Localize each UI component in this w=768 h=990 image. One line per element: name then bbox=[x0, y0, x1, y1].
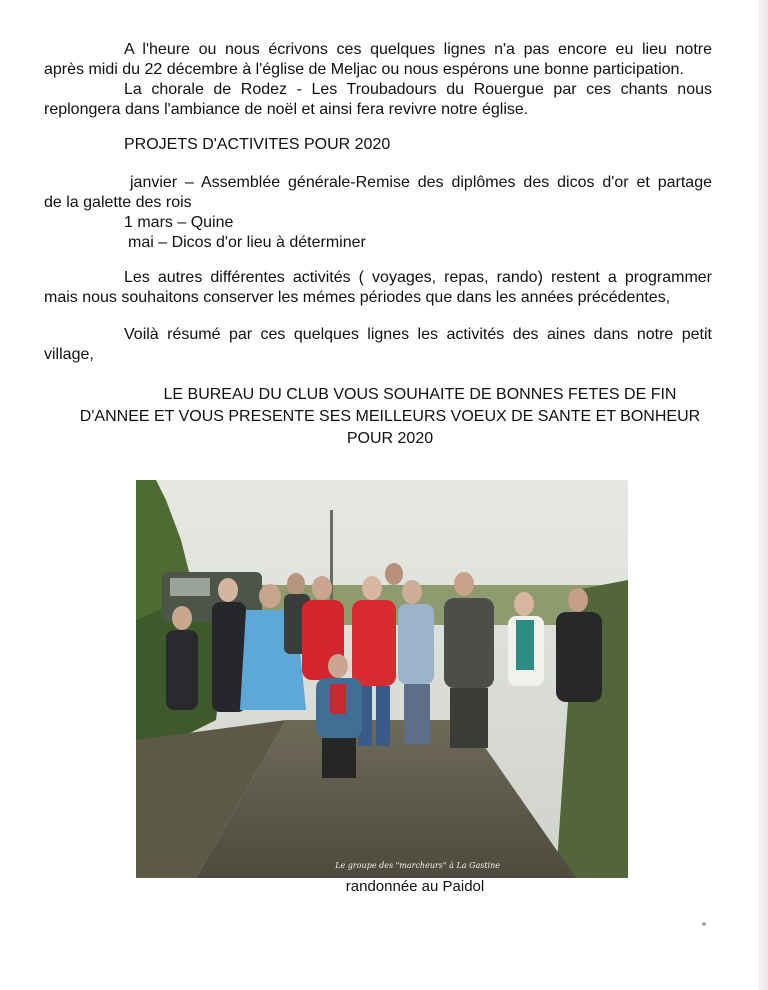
other-activities-paragraph bbox=[44, 268, 712, 308]
summary-line: village, bbox=[44, 346, 94, 363]
schedule-mars: 1 mars – Quine bbox=[124, 214, 234, 231]
photo-overlay-text: Le groupe des "marcheurs" à La Gastine bbox=[335, 861, 500, 870]
closing-wishes bbox=[40, 384, 740, 450]
photo-caption: randonnée au Paidol bbox=[345, 878, 485, 895]
page-edge-shadow bbox=[758, 0, 768, 990]
group-photo-illustration bbox=[136, 480, 628, 878]
intro-paragraph bbox=[44, 40, 712, 120]
closing-line: D'ANNEE ET VOUS PRESENTE SES MEILLEURS VOEUX DE SANTE ET BONHEUR bbox=[79, 408, 701, 425]
intro-line: La chorale de Rodez - Les Troubadours du Rouergue par ces chants nous bbox=[124, 81, 712, 98]
intro-line: replongera dans l'ambiance de noël et ainsi fera revivre notre église. bbox=[44, 101, 529, 118]
other-activities-line: mais nous souhaitons conserver les mémes périodes que dans les années précédentes, bbox=[44, 289, 671, 306]
schedule-janvier-cont: de la galette des rois bbox=[44, 194, 192, 211]
intro-line: A l'heure ou nous écrivons ces quelques lignes n'a pas encore eu lieu notre bbox=[124, 41, 712, 58]
projects-schedule bbox=[44, 173, 712, 253]
summary-line: Voilà résumé par ces quelques lignes les activités des aines dans notre petit bbox=[124, 326, 712, 343]
closing-line: LE BUREAU DU CLUB VOUS SOUHAITE DE BONNES FETES DE FIN bbox=[163, 386, 677, 403]
projects-heading: PROJETS D'ACTIVITES POUR 2020 bbox=[124, 136, 391, 153]
group-photo bbox=[136, 480, 628, 878]
schedule-mai: mai – Dicos d'or lieu à déterminer bbox=[128, 234, 366, 251]
summary-paragraph bbox=[44, 325, 712, 365]
schedule-janvier: janvier – Assemblée générale-Remise des diplômes des dicos d'or et partage bbox=[130, 174, 712, 191]
other-activities-line: Les autres différentes activités ( voyages, repas, rando) restent a programmer bbox=[124, 269, 712, 286]
closing-line: POUR 2020 bbox=[346, 430, 434, 447]
intro-line: après midi du 22 décembre à l'église de Meljac ou nous espérons une bonne participation. bbox=[44, 61, 684, 78]
scan-speck bbox=[702, 922, 706, 926]
